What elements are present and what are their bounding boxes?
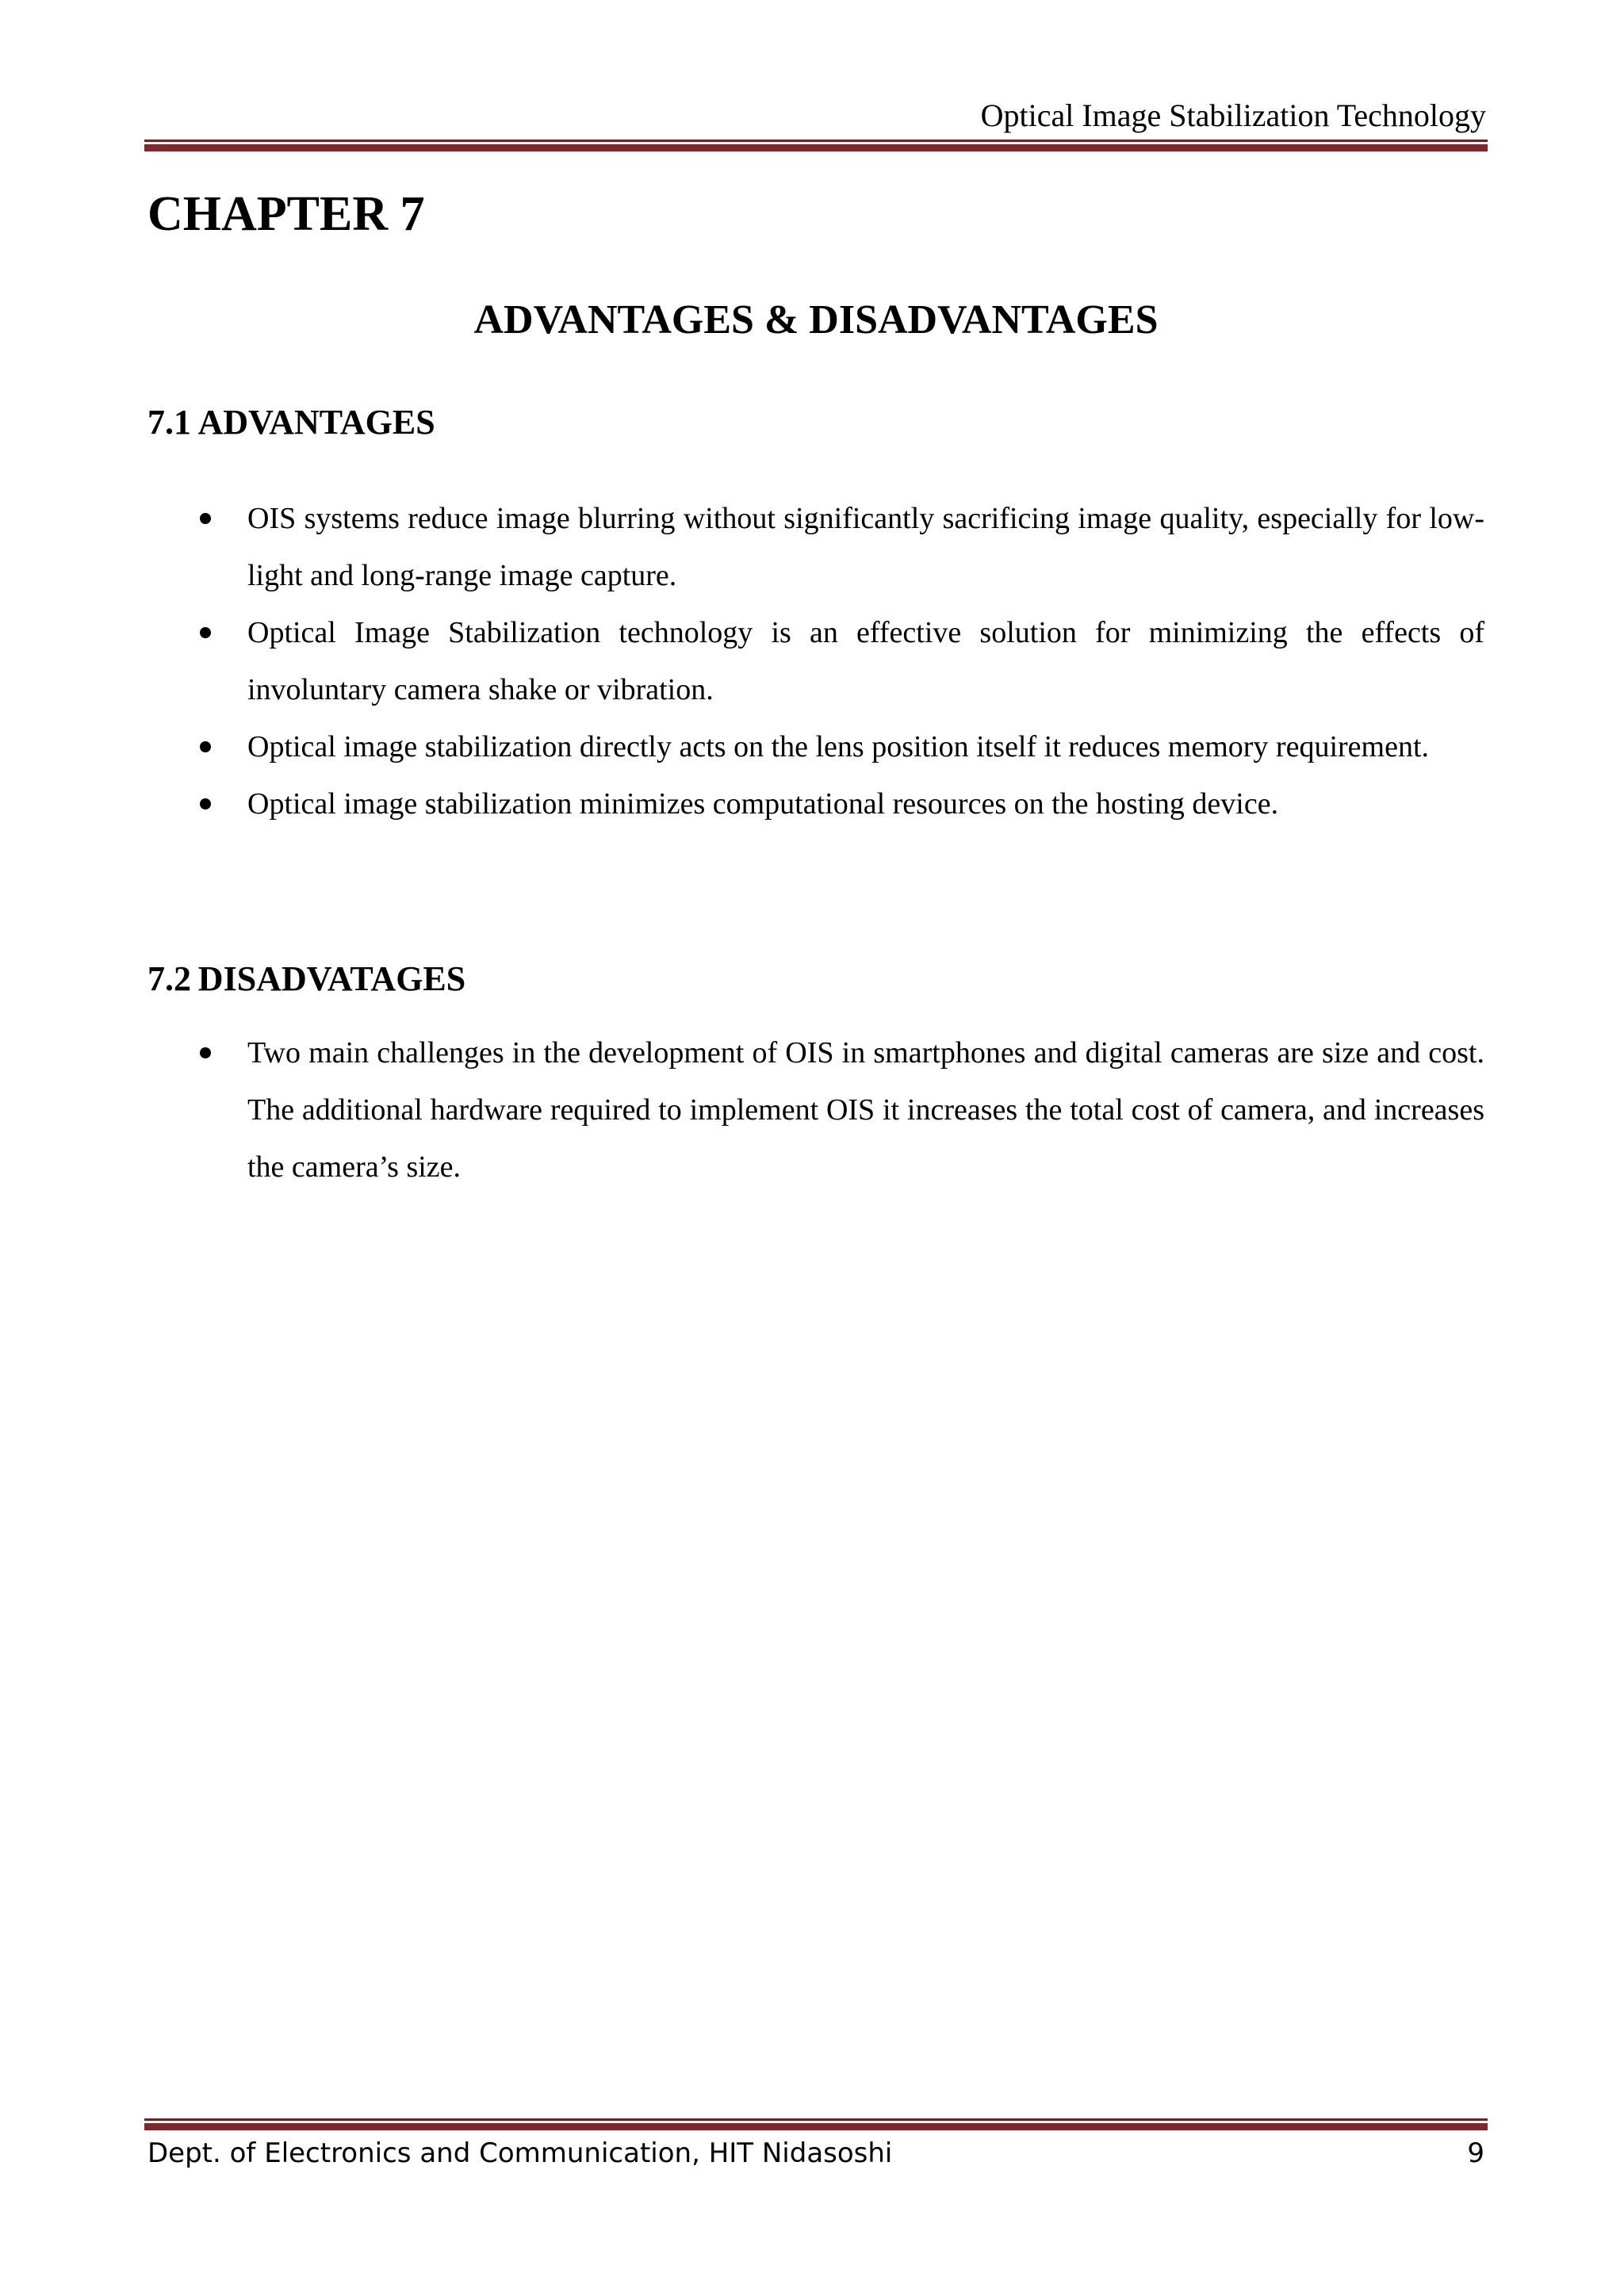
- advantages-list: [147, 490, 1484, 832]
- bullet-icon: [200, 513, 211, 524]
- list-item-text: Optical image stabilization minimizes computational resources on the hosting device.: [247, 787, 1279, 821]
- footer-page-number: 9: [1467, 2137, 1484, 2169]
- running-header-title: Optical Image Stabilization Technology: [980, 98, 1486, 133]
- disadvantages-heading: 7.2 DISADVATAGES: [147, 959, 466, 998]
- list-item-text: Two main challenges in the development of OIS in smartphones and digital cameras are size and cost. The additional hardware required to implement OIS it increases the total cost of camera, and increases the camera’s size.: [247, 1036, 1484, 1184]
- list-item-text: OIS systems reduce image blurring without significantly sacrificing image quality, especially for low-light and long-range image capture.: [247, 502, 1484, 592]
- footer-rule: [144, 2118, 1488, 2130]
- list-item-text: Optical Image Stabilization technology is an effective solution for minimizing the effects of involuntary camera shake or vibration.: [247, 616, 1484, 706]
- list-item: [147, 1024, 1484, 1196]
- list-item: [147, 775, 1484, 832]
- list-item: [147, 604, 1484, 718]
- list-item: [147, 490, 1484, 604]
- advantages-heading: 7.1 ADVANTAGES: [147, 403, 435, 442]
- bullet-icon: [200, 1047, 211, 1058]
- disadvantages-list: [147, 1024, 1484, 1196]
- chapter-title: ADVANTAGES & DISADVANTAGES: [473, 297, 1159, 342]
- header-rule: [144, 140, 1488, 151]
- bullet-icon: [200, 741, 211, 752]
- list-item: [147, 718, 1484, 775]
- list-item-text: Optical image stabilization directly acts on the lens position itself it reduces memory requirement.: [247, 730, 1430, 763]
- chapter-label: CHAPTER 7: [147, 187, 425, 241]
- footer-department: Dept. of Electronics and Communication, HIT Nidasoshi: [147, 2137, 893, 2169]
- bullet-icon: [200, 798, 211, 809]
- bullet-icon: [200, 627, 211, 638]
